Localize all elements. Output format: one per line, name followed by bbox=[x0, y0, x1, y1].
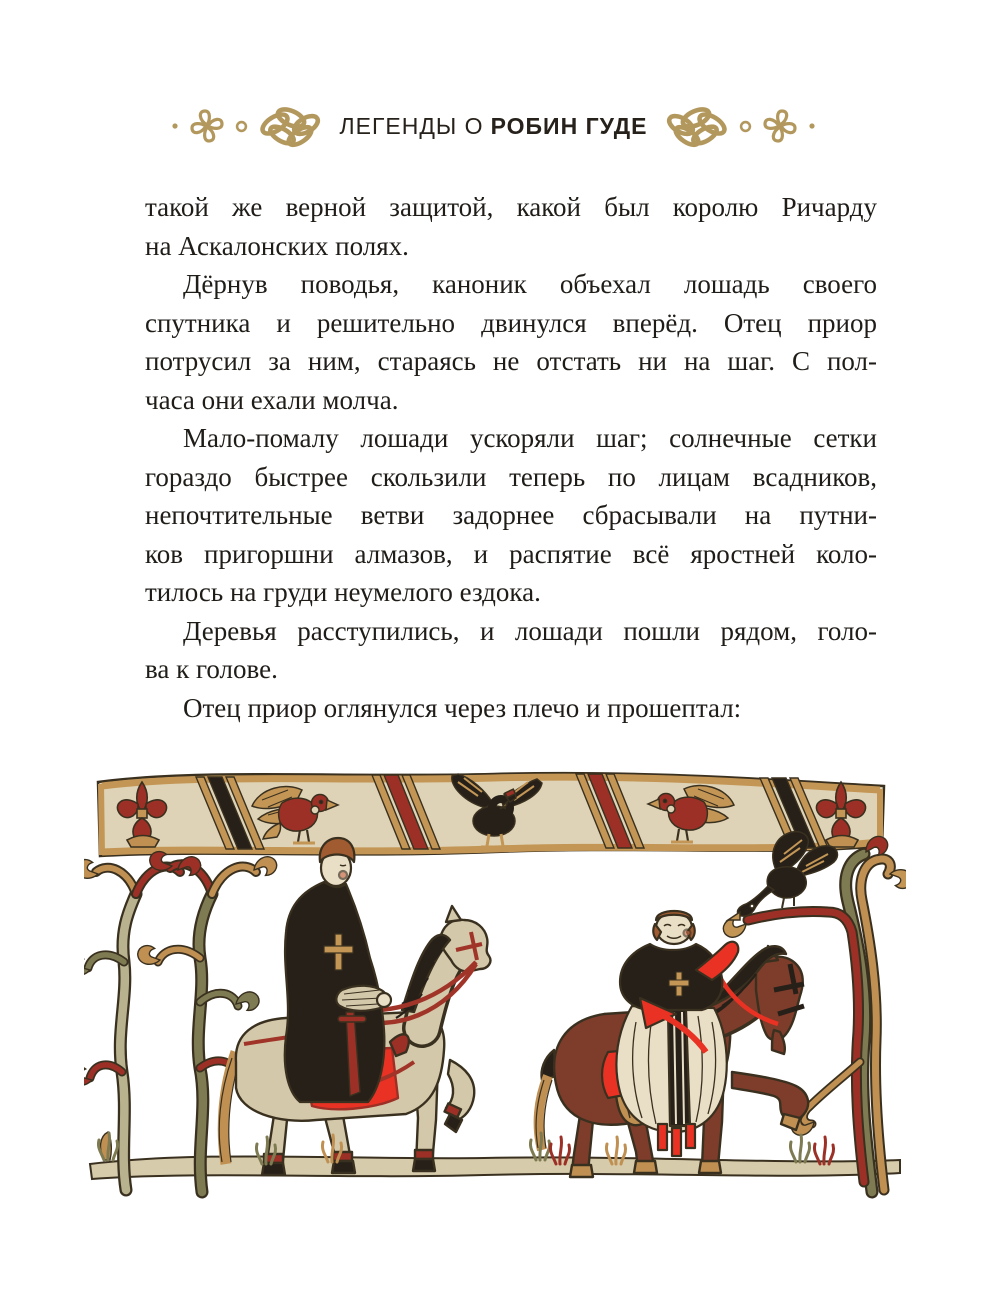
tree-left-group bbox=[84, 849, 279, 1192]
text-line: спутника и решительно двинулся вперёд. Отец приор bbox=[145, 307, 877, 338]
tapestry-illustration bbox=[84, 762, 906, 1202]
knot-cross-icon bbox=[189, 108, 225, 144]
text-line: непочтительные ветви задорнее сбрасывали на путни- bbox=[145, 500, 877, 530]
page-title bbox=[340, 113, 648, 140]
canon-rider bbox=[285, 838, 391, 1102]
text-line: тилось на груди неумелого ездока. bbox=[145, 577, 541, 607]
celtic-knot-icon bbox=[258, 103, 324, 149]
dot-ornament-icon bbox=[171, 122, 179, 130]
title-bold: РОБИН ГУДЕ bbox=[490, 112, 648, 139]
text-line: Отец приор оглянулся через плечо и прошептал: bbox=[183, 692, 742, 723]
ground bbox=[90, 1156, 900, 1179]
text-line: на Аскалонских полях. bbox=[145, 230, 409, 261]
text-line: Дёрнув поводья, каноник объехал лошадь своего bbox=[183, 269, 877, 299]
text-line: ков пригоршни алмазов, и распятие всё яростней коло- bbox=[145, 538, 877, 569]
page-header bbox=[0, 98, 987, 154]
dot-ornament-icon bbox=[808, 122, 816, 130]
text-line: такой же верной защитой, какой был королю Ричарду bbox=[145, 192, 877, 222]
text-line: ва к голове. bbox=[145, 654, 278, 684]
ring-ornament-icon bbox=[235, 120, 248, 133]
ring-ornament-icon bbox=[739, 120, 752, 133]
text-line: гораздо быстрее скользили теперь по лицам всадников, bbox=[145, 461, 877, 492]
knot-cross-icon bbox=[762, 108, 798, 144]
text-line: Деревья расступились, и лошади пошли рядом, голо- bbox=[183, 615, 877, 646]
text-block bbox=[145, 188, 877, 727]
tapestry-border bbox=[98, 773, 884, 856]
text-line: потрусил за ним, стараясь не отстать ни на шаг. С пол- bbox=[145, 346, 877, 376]
text-line: часа они ехали молча. bbox=[145, 384, 399, 415]
celtic-knot-mirrored-icon bbox=[663, 103, 729, 149]
text-line: Мало-помалу лошади ускоряли шаг; солнечные сетки bbox=[183, 423, 877, 453]
title-regular: ЛЕГЕНДЫ О bbox=[339, 112, 484, 139]
